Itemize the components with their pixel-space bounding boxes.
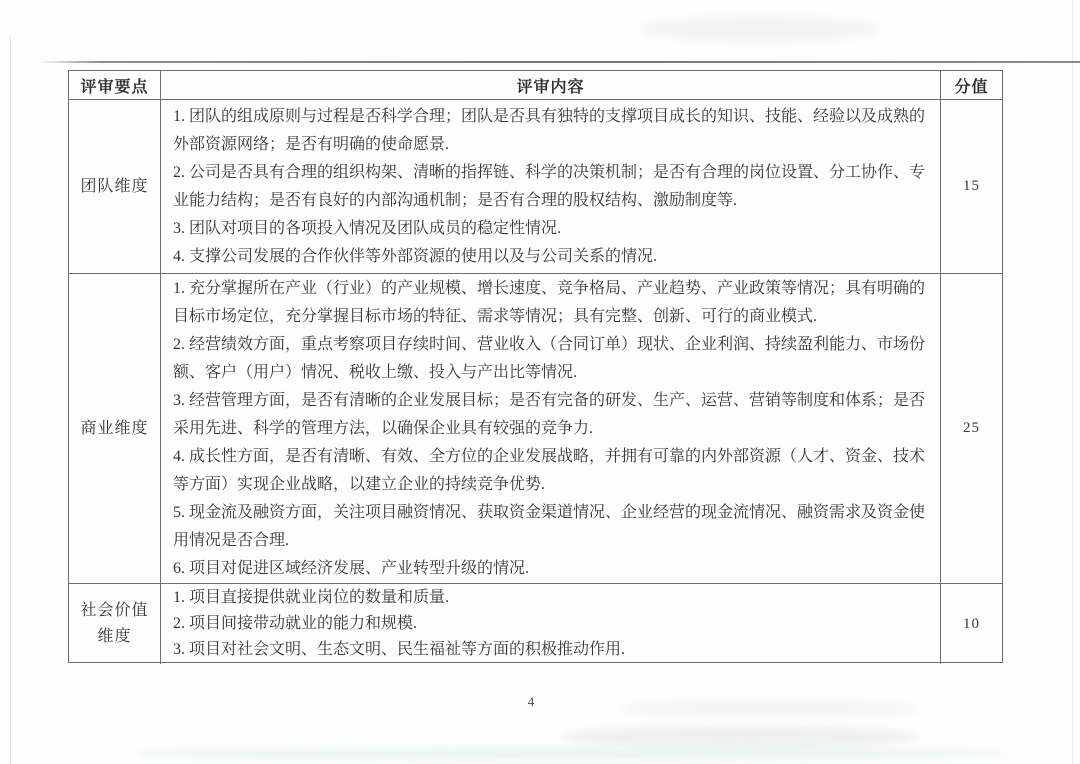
scan-artifact-line xyxy=(38,61,1080,63)
criteria-item: 1. 项目直接提供就业岗位的数量和质量. xyxy=(173,589,450,606)
criteria-item: 2. 公司是否具有合理的组织构架、清晰的指挥链、科学的决策机制；是否有合理的岗位设置、分工协作、专业能力结构；是否有良好的内部沟通机制；是否有合理的股权结构、激励制度等. xyxy=(173,163,926,209)
dimension-label: 商业维度 xyxy=(80,419,149,437)
criteria-item: 4. 成长性方面，是否有清晰、有效、全方位的企业发展战略，并拥有可靠的内外部资源（人才、资金、技术等方面）实现企业战略，以建立企业的持续竞争优势. xyxy=(173,447,926,493)
criteria-content-social-value xyxy=(161,584,941,664)
criteria-content-team xyxy=(161,100,941,274)
score-social-value: 10 xyxy=(963,615,980,632)
criteria-item: 6. 项目对促进区域经济发展、产业转型升级的情况. xyxy=(173,559,530,577)
criteria-item: 1. 充分掌握所在产业（行业）的产业规模、增长速度、竞争格局、产业趋势、产业政策等情况；具有明确的目标市场定位，充分掌握目标市场的特征、需求等情况；具有完整、创新、可行的商业模式. xyxy=(173,279,926,325)
criteria-item: 2. 经营绩效方面，重点考察项目存续时间、营业收入（合同订单）现状、企业利润、持续盈利能力、市场份额、客户（用户）情况、税收上缴、投入与产出比等情况. xyxy=(173,335,926,381)
criteria-item: 1. 团队的组成原则与过程是否科学合理；团队是否具有独特的支撑项目成长的知识、技能、经验以及成熟的外部资源网络；是否有明确的使命愿景. xyxy=(173,107,926,153)
header-criteria: 评审要点 xyxy=(69,71,161,100)
dimension-business xyxy=(69,274,161,584)
dimension-label: 社会价值维度 xyxy=(80,602,149,645)
scan-smudge xyxy=(130,748,1010,760)
header-score: 分值 xyxy=(941,71,1002,100)
criteria-item: 3. 团队对项目的各项投入情况及团队成员的稳定性情况. xyxy=(173,219,562,237)
criteria-content-business xyxy=(161,274,941,584)
scan-edge-left xyxy=(10,36,11,764)
scan-smudge xyxy=(640,16,880,42)
dimension-team xyxy=(69,100,161,274)
page-number: 4 xyxy=(527,694,535,709)
score-business: 25 xyxy=(941,274,1002,584)
score-team: 15 xyxy=(941,100,1002,274)
criteria-item: 2. 项目间接带动就业的能力和规模. xyxy=(173,615,418,632)
criteria-item: 5. 现金流及融资方面，关注项目融资情况、获取资金渠道情况、企业经营的现金流情况、融资需求及资金使用情况是否合理. xyxy=(173,503,926,549)
criteria-item: 3. 经营管理方面，是否有清晰的企业发展目标；是否有完备的研发、生产、运营、营销等制度和体系；是否采用先进、科学的管理方法，以确保企业具有较强的竞争力. xyxy=(173,391,926,437)
header-content: 评审内容 xyxy=(161,71,941,100)
evaluation-criteria-table xyxy=(68,70,1003,663)
scan-edge-right xyxy=(1072,0,1073,764)
dimension-label: 团队维度 xyxy=(80,177,149,195)
criteria-item: 4. 支撑公司发展的合作伙伴等外部资源的使用以及与公司关系的情况. xyxy=(173,247,658,265)
criteria-item: 3. 项目对社会文明、生态文明、民生福祉等方面的积极推动作用. xyxy=(173,641,626,658)
scan-smudge xyxy=(560,726,920,748)
dimension-social-value xyxy=(69,584,161,664)
